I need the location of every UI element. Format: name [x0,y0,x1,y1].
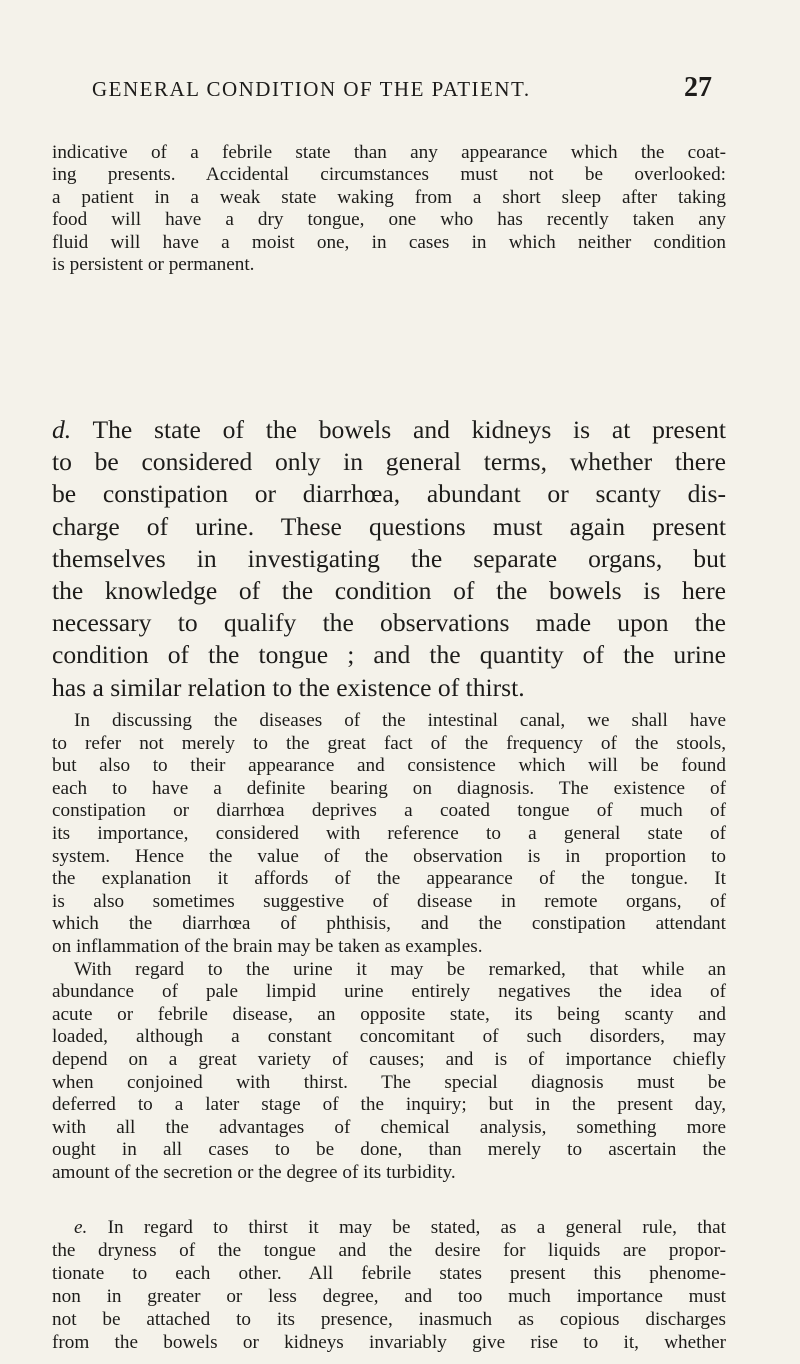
section-d-first-line: The state of the bowels and kidneys is at present [92,415,726,444]
section-d-bowels-kidneys [52,414,726,704]
text-line: loaded, although a constant concomitant of such disorders, may [52,1026,726,1048]
page-number: 27 [684,72,712,103]
text-line: deferred to a later stage of the inquiry; but in the present day, [52,1094,726,1116]
text-line: depend on a great variety of causes; and is of importance chiefly [52,1048,726,1070]
text-line: is persistent or permanent. [52,254,255,276]
text-line: acute or febrile disease, an opposite state, its being scanty and [52,1003,726,1025]
running-head: GENERAL CONDITION OF THE PATIENT. [92,77,531,101]
text-line: when conjoined with thirst. The special diagnosis must be [52,1071,726,1093]
text-line: themselves in investigating the separate organs, but [52,543,726,573]
text-line: fluid will have a moist one, in cases in which neither condition [52,231,726,253]
text-line: amount of the secretion or the degree of its turbidity. [52,1161,456,1183]
text-line: not be attached to its presence, inasmuch as copious discharges [52,1308,726,1330]
text-line: food will have a dry tongue, one who has recently taken any [52,209,726,231]
text-line: to refer not merely to the great fact of the frequency of the stools, [52,732,726,754]
text-line: condition of the tongue ; and the quantity of the urine [52,640,726,670]
text-line: has a similar relation to the existence of thirst. [52,672,525,702]
text-line: ought in all cases to be done, than merely to ascertain the [52,1139,726,1161]
text-line: its importance, considered with reference to a general state of [52,822,726,844]
text-line: the knowledge of the condition of the bowels is here [52,576,726,606]
section-marker-e: e. [74,1217,88,1238]
text-line: the dryness of the tongue and the desire for liquids are propor- [52,1239,726,1261]
text-line: ing presents. Accidental circumstances must not be overlooked: [52,164,726,186]
text-line: each to have a definite bearing on diagnosis. The existence of [52,777,726,799]
text-line: With regard to the urine it may be remarked, that while an [74,958,726,980]
text-line: on inflammation of the brain may be taken as examples. [52,935,483,957]
page-header [92,72,712,104]
text-line: to be considered only in general terms, whether there [52,447,726,477]
text-line: charge of urine. These questions must again present [52,511,726,541]
text-line: In discussing the diseases of the intestinal canal, we shall have [74,710,726,731]
text-line: is also sometimes suggestive of disease in remote organs, of [52,890,726,912]
text-line: system. Hence the value of the observation is in proportion to [52,845,726,867]
text-line: be constipation or diarrhœa, abundant or scanty dis- [52,479,726,509]
text-line [52,414,726,446]
paragraph-tongue-coating [52,142,726,276]
text-line: necessary to qualify the observations made upon the [52,608,726,638]
text-line: which the diarrhœa of phthisis, and the constipation attendant [52,913,726,935]
text-line: from the bowels or kidneys invariably give rise to it, whether [52,1331,726,1353]
text-line: the explanation it affords of the appearance of the tongue. It [52,868,726,890]
section-marker-d: d. [52,415,72,444]
text-line: a patient in a weak state waking from a short sleep after taking [52,186,726,208]
text-line: but also to their appearance and consistence which will be found [52,755,726,777]
text-line: tionate to each other. All febrile states present this phenome- [52,1262,726,1284]
text-line: with all the advantages of chemical analysis, something more [52,1116,726,1138]
text-line: non in greater or less degree, and too much importance must [52,1285,726,1307]
text-line: constipation or diarrhœa deprives a coated tongue of much of [52,800,726,822]
text-line: abundance of pale limpid urine entirely negatives the idea of [52,981,726,1003]
text-line [52,1217,726,1240]
text-line: indicative of a febrile state than any appearance which the coat- [52,142,726,163]
section-e-first-line: In regard to thirst it may be stated, as a general rule, that [107,1217,726,1238]
paragraph-intestinal-urine [52,710,726,1184]
section-e-thirst [52,1217,726,1354]
